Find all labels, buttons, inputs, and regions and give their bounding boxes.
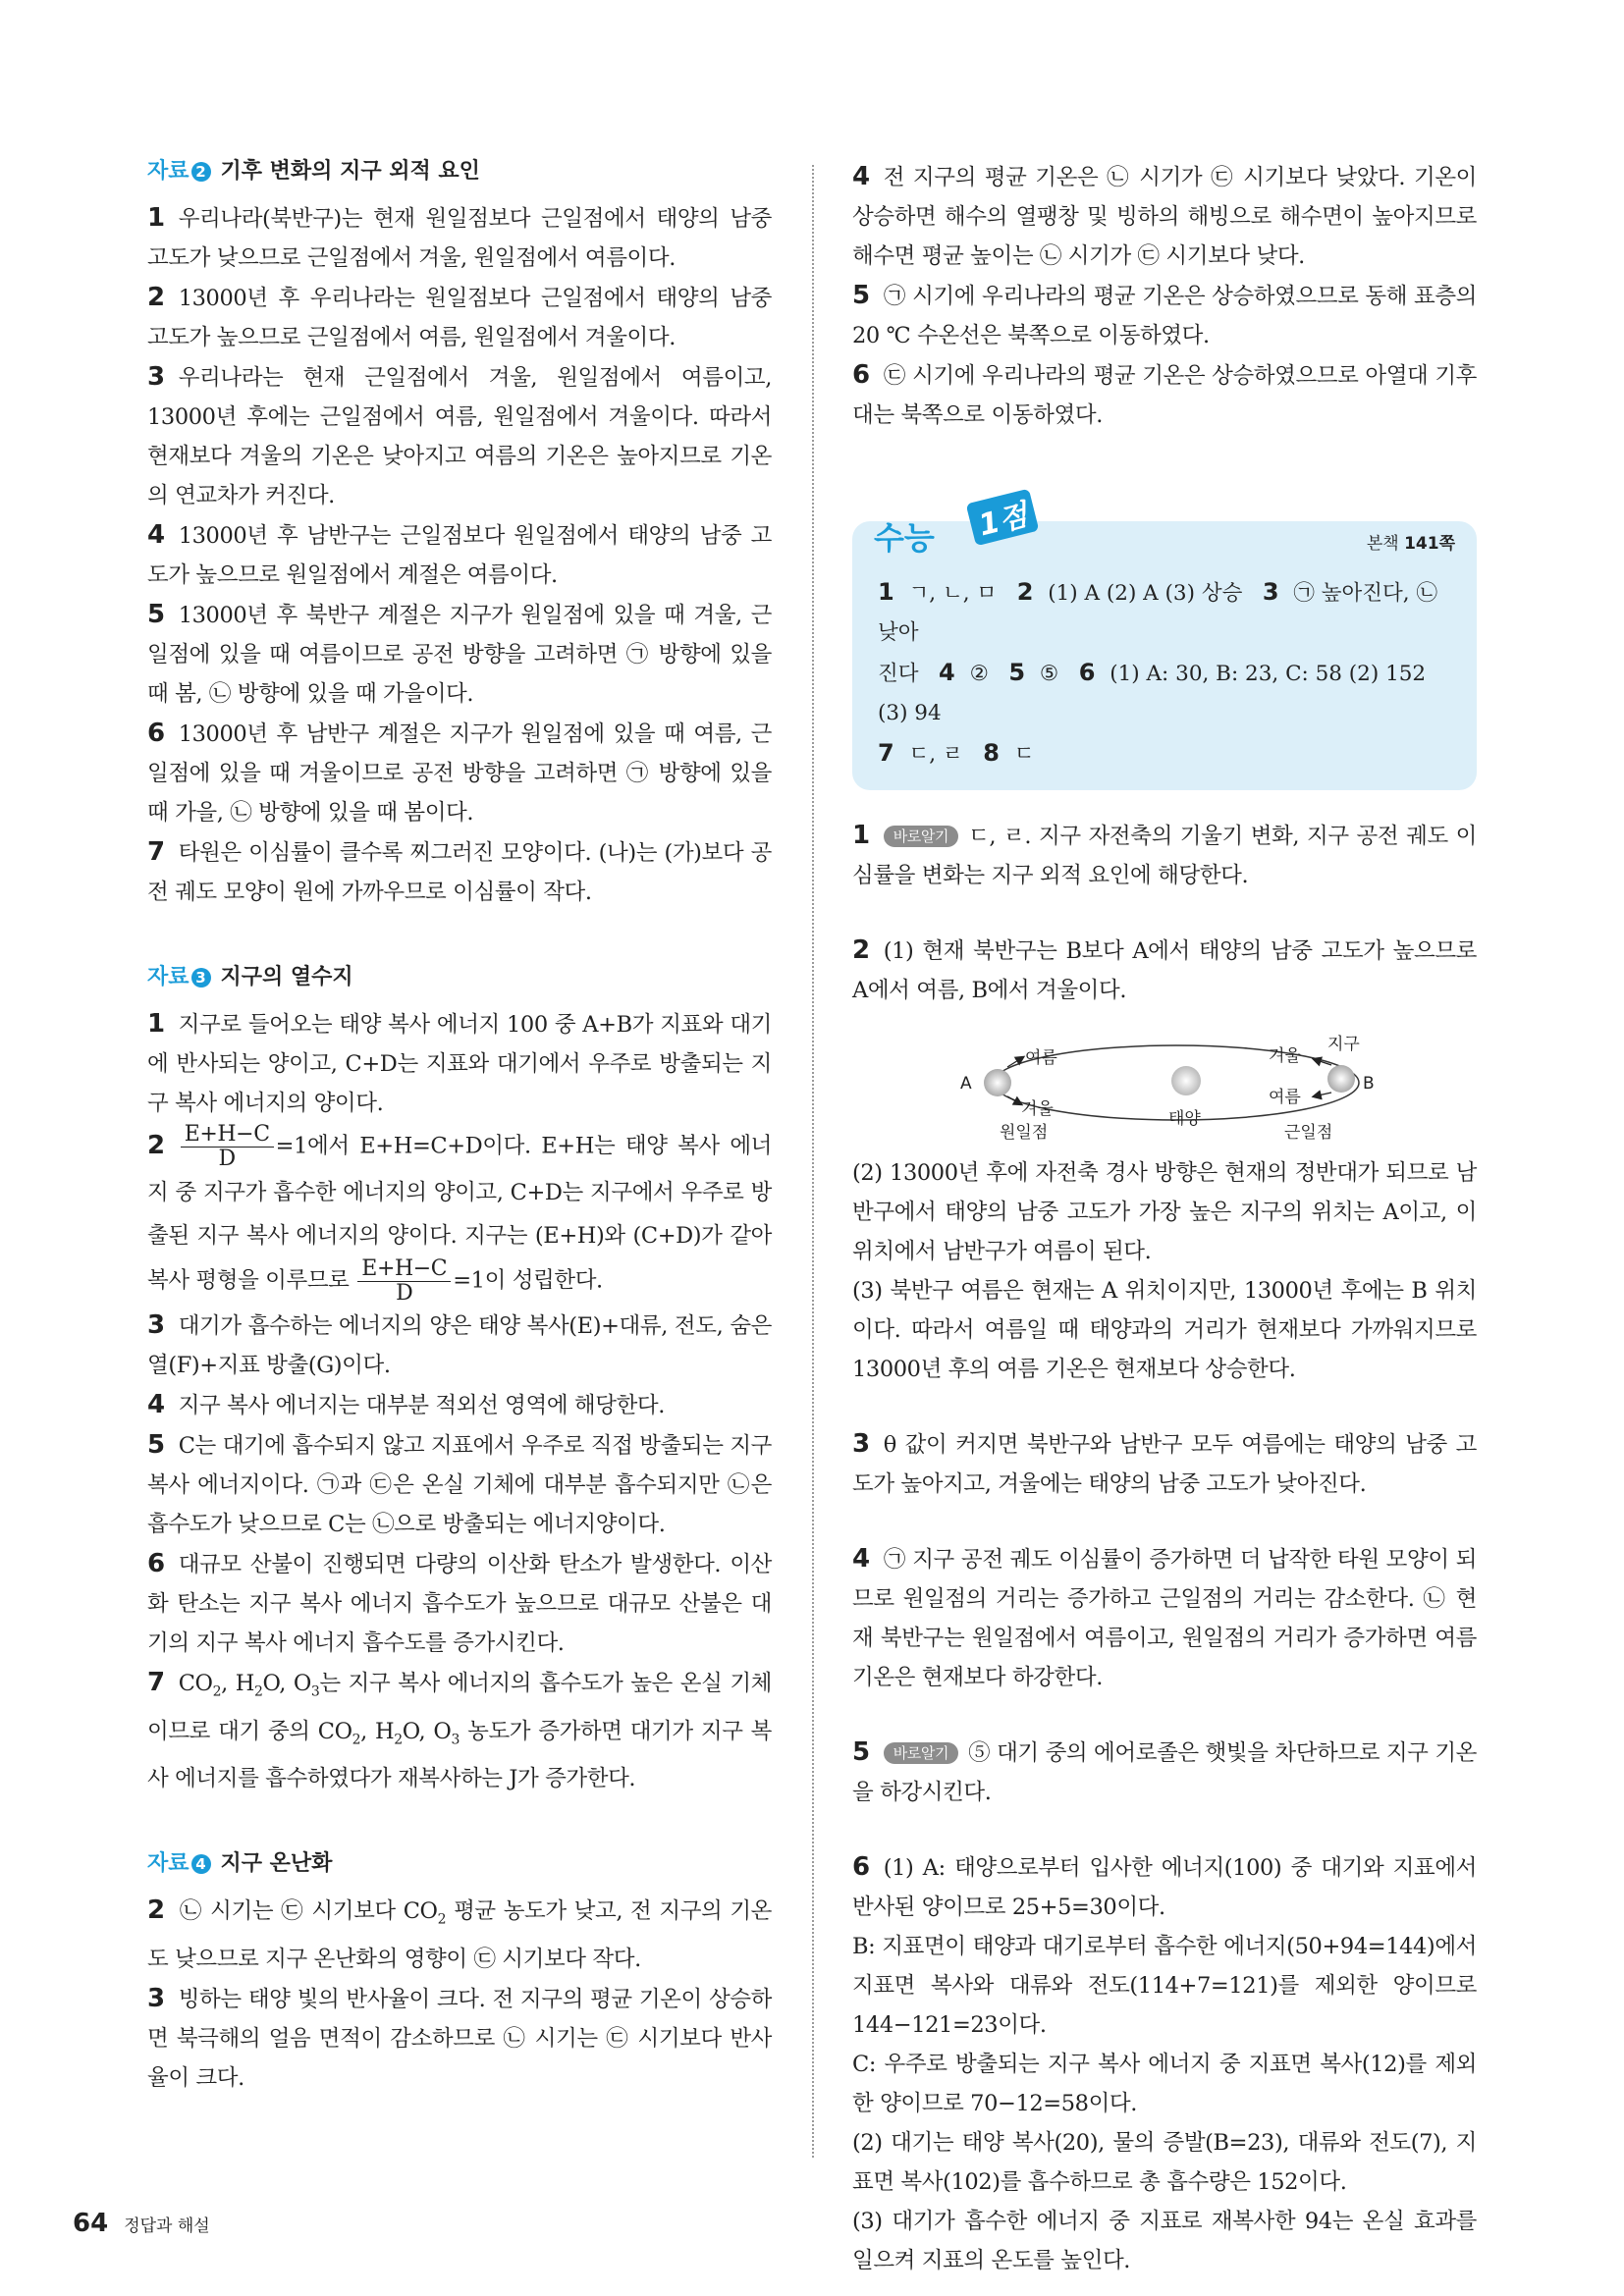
page-number: 64 — [73, 2209, 109, 2238]
suneung-header — [852, 498, 1477, 559]
suneung-title: 수능 — [874, 519, 935, 557]
item-s2-3: 3 우리나라는 현재 근일점에서 겨울, 원일점에서 여름이고, 13000년 후에는 근일점에서 여름, 원일점에서 겨울이다. 따라서 현재보다 겨울의 기온은 낮아지고 여름의 기온은 높아지므로 기온의 연교차가 커진다. — [147, 362, 772, 508]
sun-icon — [1171, 1066, 1201, 1095]
answer-line: 진다 4 ② 5 ⑤ 6 (1) A: 30, B: 23, C: 58 (2) 152 (3) 94 — [878, 659, 1427, 725]
earth-at-b-icon — [1327, 1065, 1355, 1093]
section-3-items — [147, 1306, 772, 1663]
correction-badge: 바로알기 — [884, 826, 958, 847]
item-s3-2: 2 $\frac{E+H-C}{D}$ =1에서 E+H=C+D이다. E+H는 태양 복사 에너지 중 지구가 흡수한 에너지의 양이고, C+D는 지구에서 우주로 방출된 지구 복사 에너지의 양이다. 지구는 (E+H)와 (C+D)가 같아 복사 평형을 이루므로 $\frac{E+H-C}{D}$ =1이 성립한다. — [147, 1122, 772, 1306]
explain-4: 4 ㉠ 지구 공전 궤도 이심률이 증가하면 더 납작한 타원 모양이 되므로 원일점의 거리는 증가하고 근일점의 거리는 감소한다. ㉡ 현재 북반구는 원일점에서 여름이고, 원일점의 거리가 증가하면 여름 기온은 현재보다 하강한다. — [852, 1544, 1477, 1690]
page-footer — [73, 2209, 210, 2238]
fraction: $\frac{E+H-C}{D}$ — [181, 1123, 274, 1171]
item-s3-5: 5 C는 대기에 흡수되지 않고 지표에서 우주로 직접 방출되는 지구 복사 에너지이다. ㉠과 ㉢은 온실 기체에 대부분 흡수되지만 ㉡은 흡수도가 낮으므로 C는 ㉡으로 방출되는 에너지양이다. — [147, 1430, 772, 1537]
item-s3-1: 1 지구로 들어오는 태양 복사 에너지 100 중 A+B가 지표와 대기에 반사되는 양이고, C+D는 지표와 대기에서 우주로 방출되는 지구 복사 에너지의 양이다. — [147, 1009, 772, 1116]
section-heading-2 — [147, 157, 772, 187]
one-point-badge: 1점 — [966, 489, 1040, 547]
section-number: 2 — [191, 162, 211, 182]
section-title: 지구 온난화 — [220, 1851, 333, 1876]
section-heading-4 — [147, 1849, 772, 1879]
label-b: B — [1363, 1074, 1375, 1094]
explain-6-more — [852, 1927, 1477, 2280]
section-tag: 자료 — [147, 1851, 189, 1876]
item-s2-1: 1 우리나라(북반구)는 현재 원일점보다 근일점에서 태양의 남중 고도가 낮으므로 근일점에서 겨울, 원일점에서 여름이다. — [147, 203, 772, 271]
item-s2-6: 6 13000년 후 남반구 계절은 지구가 원일점에 있을 때 여름, 근일점에 있을 때 겨울이므로 공전 방향을 고려하면 ㉠ 방향에 있을 때 가을, ㉡ 방향에 있을 때 봄이다. — [147, 719, 772, 826]
explain-2-para-1: (3) 북반구 여름은 현재는 A 위치이지만, 13000년 후에는 B 위치이다. 따라서 여름일 때 태양과의 거리가 현재보다 가까워지므로 13000년 후의 여름 기온은 현재보다 상승한다. — [852, 1278, 1477, 1382]
right-column — [852, 157, 1477, 2280]
section-title: 지구의 열수지 — [220, 965, 353, 989]
explain-6-para-2: (2) 대기는 태양 복사(20), 물의 증발(B=23), 대류와 전도(7), 지표면 복사(102)를 흡수하므로 총 흡수량은 152이다. — [852, 2130, 1477, 2195]
label-b-summer: 여름 — [1269, 1088, 1301, 1107]
item-s2-7: 7 타원은 이심률이 클수록 찌그러진 모양이다. (나)는 (가)보다 공전 궤도 모양이 원에 가까우므로 이심률이 작다. — [147, 837, 772, 905]
explain-6-para-3: (3) 대기가 흡수한 에너지 중 지표로 재복사한 94는 온실 효과를 일으켜 지표의 온도를 높인다. — [852, 2209, 1477, 2273]
label-a: A — [960, 1074, 972, 1094]
section-number: 4 — [191, 1854, 211, 1874]
item-s4-cont-5: 5 ㉠ 시기에 우리나라의 평균 기온은 상승하였으므로 동해 표층의 20 ℃ 수온선은 북쪽으로 이동하였다. — [852, 281, 1477, 348]
item-s2-4: 4 13000년 후 남반구는 근일점보다 원일점에서 태양의 남중 고도가 높으므로 원일점에서 계절은 여름이다. — [147, 520, 772, 588]
fraction: $\frac{E+H-C}{D}$ — [357, 1257, 451, 1306]
left-column — [147, 157, 772, 2098]
item-s3-4: 4 지구 복사 에너지는 대부분 적외선 영역에 해당한다. — [147, 1390, 666, 1419]
section-4-items — [147, 1979, 772, 2098]
label-a-winter: 겨울 — [1021, 1099, 1054, 1119]
correction-badge: 바로알기 — [884, 1742, 958, 1764]
item-s3-6: 6 대규모 산불이 진행되면 다량의 이산화 탄소가 발생한다. 이산화 탄소는 지구 복사 에너지 흡수도가 높으므로 대규모 산불은 대기의 지구 복사 에너지 흡수도를 증가시킨다. — [147, 1549, 772, 1656]
answer-line: 1 ㄱ, ㄴ, ㅁ 2 (1) A (2) A (3) 상승 3 ㉠ 높아진다, ㉡ 낮아 — [878, 578, 1437, 645]
column-divider — [812, 165, 814, 2158]
label-perihelion: 근일점 — [1284, 1123, 1333, 1143]
explain-1: 1 바로알기 ㄷ, ㄹ. 지구 자전축의 기울기 변화, 지구 공전 궤도 이심률을 변화는 지구 외적 요인에 해당한다. — [852, 821, 1477, 888]
label-a-summer: 여름 — [1025, 1048, 1057, 1068]
page-reference: 본책 141쪽 — [1366, 534, 1455, 554]
explain-6-para-0: B: 지표면이 태양과 대기로부터 흡수한 에너지(50+94=144)에서 지표면 복사와 대류와 전도(114+7=121)를 제외한 양이므로 144−121=23이다. — [852, 1934, 1477, 2038]
explain-6-para-1: C: 우주로 방출되는 지구 복사 에너지 중 지표면 복사(12)를 제외한 양이므로 70−12=58이다. — [852, 2052, 1477, 2116]
explain-5: 5 바로알기 ⑤ 대기 중의 에어로졸은 햇빛을 차단하므로 지구 기온을 하강시킨다. — [852, 1737, 1477, 1805]
section-tag: 자료 — [147, 159, 189, 184]
label-aphelion: 원일점 — [1000, 1123, 1049, 1143]
section-title: 기후 변화의 지구 외적 요인 — [220, 159, 480, 184]
section-2-items — [147, 198, 772, 912]
earth-at-a-icon — [984, 1069, 1011, 1096]
section-tag: 자료 — [147, 965, 189, 989]
item-s2-5: 5 13000년 후 북반구 계절은 지구가 원일점에 있을 때 겨울, 근일점에 있을 때 여름이므로 공전 방향을 고려하면 ㉠ 방향에 있을 때 봄, ㉡ 방향에 있을 때 가을이다. — [147, 600, 772, 707]
item-s2-2: 2 13000년 후 우리나라는 원일점보다 근일점에서 태양의 남중 고도가 높으므로 근일점에서 여름, 원일점에서 겨울이다. — [147, 283, 772, 350]
item-s4-3: 3 빙하는 태양 빛의 반사율이 크다. 전 지구의 평균 기온이 상승하면 북극해의 얼음 면적이 감소하므로 ㉡ 시기는 ㉢ 시기보다 반사율이 크다. — [147, 1983, 772, 2091]
orbit-diagram — [852, 1018, 1477, 1144]
section-heading-3 — [147, 963, 772, 992]
footer-label: 정답과 해설 — [124, 2216, 210, 2236]
explain-2: 2 (1) 현재 북반구는 B보다 A에서 태양의 남중 고도가 높으므로 A에서 여름, B에서 겨울이다. — [852, 935, 1477, 1003]
item-s4-cont-6: 6 ㉢ 시기에 우리나라의 평균 기온은 상승하였으므로 아열대 기후대는 북쪽으로 이동하였다. — [852, 360, 1477, 428]
continued-items — [852, 157, 1477, 435]
explain-3: 3 θ 값이 커지면 북반구와 남반구 모두 여름에는 태양의 남중 고도가 높아지고, 겨울에는 태양의 남중 고도가 낮아진다. — [852, 1429, 1477, 1497]
section-number: 3 — [191, 968, 211, 988]
label-b-winter: 겨울 — [1269, 1046, 1301, 1066]
answer-box — [852, 559, 1477, 790]
item-s3-3: 3 대기가 흡수하는 에너지의 양은 태양 복사(E)+대류, 전도, 숨은열(F)+지표 방출(G)이다. — [147, 1310, 772, 1378]
explain-2-more — [852, 1153, 1477, 1389]
item-s3-7: 7 $CO_2$, $H_2O$, $O_3$는 지구 복사 에너지의 흡수도가 높은 온실 기체이므로 대기 중의 $CO_2$, $H_2O$, $O_3$ 농도가 증가하면 대기가 지구 복사 에너지를 흡수하였다가 재복사하는 J가 증가한다. — [147, 1668, 773, 1791]
item-s4-cont-4: 4 전 지구의 평균 기온은 ㉡ 시기가 ㉢ 시기보다 낮았다. 기온이 상승하면 해수의 열팽창 및 빙하의 해빙으로 해수면이 높아지므로 해수면 평균 높이는 ㉡ 시기가 ㉢ 시기보다 낮다. — [852, 162, 1477, 269]
explain-2-para-0: (2) 13000년 후에 자전축 경사 방향은 현재의 정반대가 되므로 남반구에서 태양의 남중 고도가 가장 높은 지구의 위치는 A이고, 이 위치에서 남반구가 여름이 된다. — [852, 1160, 1477, 1264]
label-earth: 지구 — [1327, 1035, 1360, 1054]
item-s4-2: 2 ㉡ 시기는 ㉢ 시기보다 $CO_2$ 평균 농도가 낮고, 전 지구의 기온도 낮으므로 지구 온난화의 영향이 ㉢ 시기보다 작다. — [147, 1896, 772, 1972]
answer-line: 7 ㄷ, ㄹ 8 ㄷ — [878, 739, 1035, 767]
label-sun: 태양 — [1168, 1109, 1201, 1129]
explain-6: 6 (1) A: 태양으로부터 입사한 에너지(100) 중 대기와 지표에서 반사된 양이므로 25+5=30이다. — [852, 1852, 1477, 1920]
